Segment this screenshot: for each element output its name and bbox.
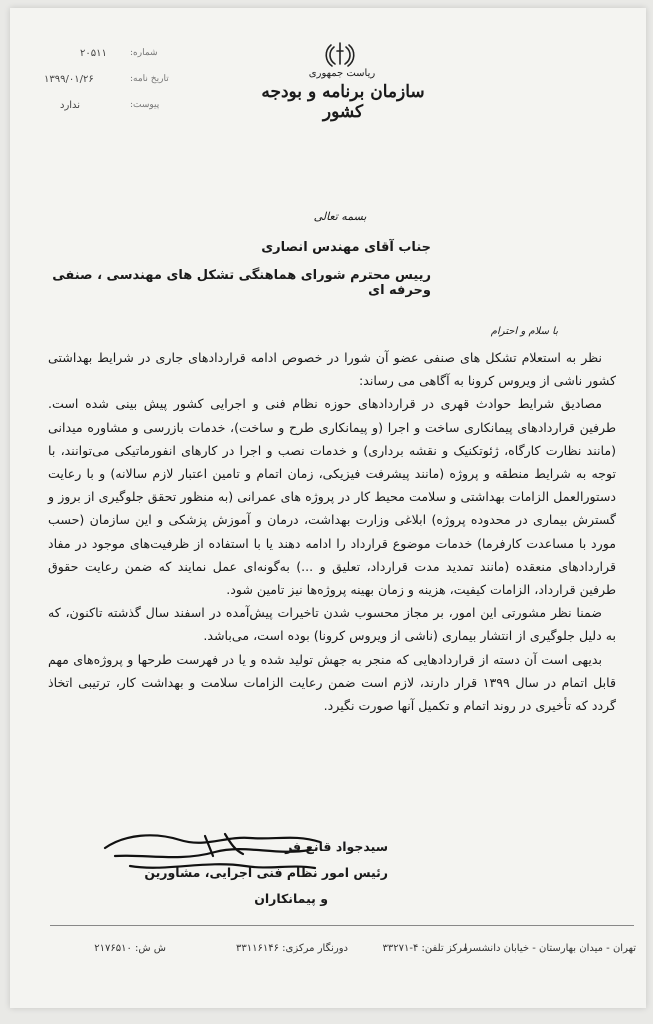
letter-page (10, 8, 646, 1008)
footer-address: تهران - میدان بهارستان - خیابان دانشسرا (464, 943, 636, 954)
attachment-label: پیوست: (130, 100, 160, 110)
iran-emblem-icon (322, 40, 358, 70)
letter-number: ۲۰۵۱۱ (80, 48, 107, 59)
paragraph: بدیهی است آن دسته از قراردادهایی که منجر به جهش تولید شده و یا در فهرست طرحها و پروژه‌های مهم قابل اتمام در سال ۱۳۹۹ قرار دارند، لازم است ضمن رعایت الزامات سلامت و بهداشت کار، ترتیبی اتخاذ گردد که تأخیری در روند اتمام و تکمیل آنها صورت نگیرد. (48, 651, 616, 714)
footer-phone: مرکز تلفن: ۴-۳۳۲۷۱ (382, 943, 468, 954)
greeting: با سلام و احترام (490, 326, 558, 337)
recipient-name: جناب آقای مهندس انصاری (261, 240, 431, 255)
letter-body (48, 346, 616, 717)
paragraph: نظر به استعلام تشکل های صنفی عضو آن شورا در خصوص ادامه قراردادهای جاری در شرایط بهداشتی کشور ناشی از ویروس کرونا به آگاهی می رساند: (48, 350, 616, 389)
number-label: شماره: (130, 48, 158, 58)
paragraph: مصادیق شرایط حوادث قهری در قراردادهای حوزه نظام فنی و اجرایی کشور پیش بینی شده است. طرفین قراردادهای پیمانکاری ساخت و اجرا (و پیمانکاری طرح و ساخت)، خدمات بازرسی و مشاوره میدانی (مانند نظارت کارگاه، ژئوتکنیک و نقشه برداری) و خدمات نصب و اجرا در کارهای انفورماتیکی می‌توانند، با توجه به شرایط منطقه و پروژه (مانند پیشرفت فیزیکی، زمان اتمام و تامین اعتبار لازم سالانه) و با رعایت دستورالعمل الزامات بهداشتی و سلامت محیط کار در پروژه های عمرانی (به منظور تحقق جلوگیری از بروز و گسترش بیماری در محدوده پروژه) ابلاغی وزارت بهداشت، درمان و آموزش پزشکی و این سازمان (حسب مورد با مساعدت کارفرما) خدمات موضوع قرارداد را ادامه دهند یا با استفاده از ظرفیت‌های موجود در مفاد قراردادهای منعقده (مانند تمدید مدت قرارداد، تعلیق و ...) به‌گونه‌ای عمل نمایند که ضمن رعایت حقوق طرفین قرارداد، الزامات کیفیت، هزینه و زمان بهینه پروژه‌ها نیز تامین شود. (48, 396, 616, 598)
recipient-title: رییس محترم شورای هماهنگی تشکل های مهندسی ، صنفی وحرفه ای (52, 268, 431, 298)
org-name: سازمان برنامه و بودجه کشور (261, 82, 425, 122)
footer-fax: دورنگار مرکزی: ۳۳۱۱۶۱۴۶ (236, 943, 348, 954)
org-subtitle: ریاست جمهوری (308, 68, 376, 79)
signatory-name: سیدجواد قانع فر (285, 839, 388, 854)
basmala: بسمه تعالی (313, 210, 367, 223)
signatory-title: رئیس امور نظام فنی اجرایی، مشاورین (144, 865, 388, 880)
footer-zip: ش ش: ۲۱۷۶۵۱۰ (94, 943, 166, 954)
paragraph: ضمنا نظر مشورتی این امور، بر مجاز محسوب شدن تاخیرات پیش‌آمده در اسفند سال گذشته تاکنون، که به دلیل جلوگیری از انتشار بیماری (ناشی از ویروس کرونا) بوده است، می‌باشد. (48, 605, 616, 644)
signature-block (144, 834, 388, 912)
letter-date: ۱۳۹۹/۰۱/۲۶ (44, 74, 94, 85)
date-label: تاریخ نامه: (130, 74, 169, 84)
signatory-title-continued: و پیمانکاران (254, 891, 328, 906)
attachment-value: ندارد (60, 100, 81, 111)
footer-divider (50, 925, 634, 926)
